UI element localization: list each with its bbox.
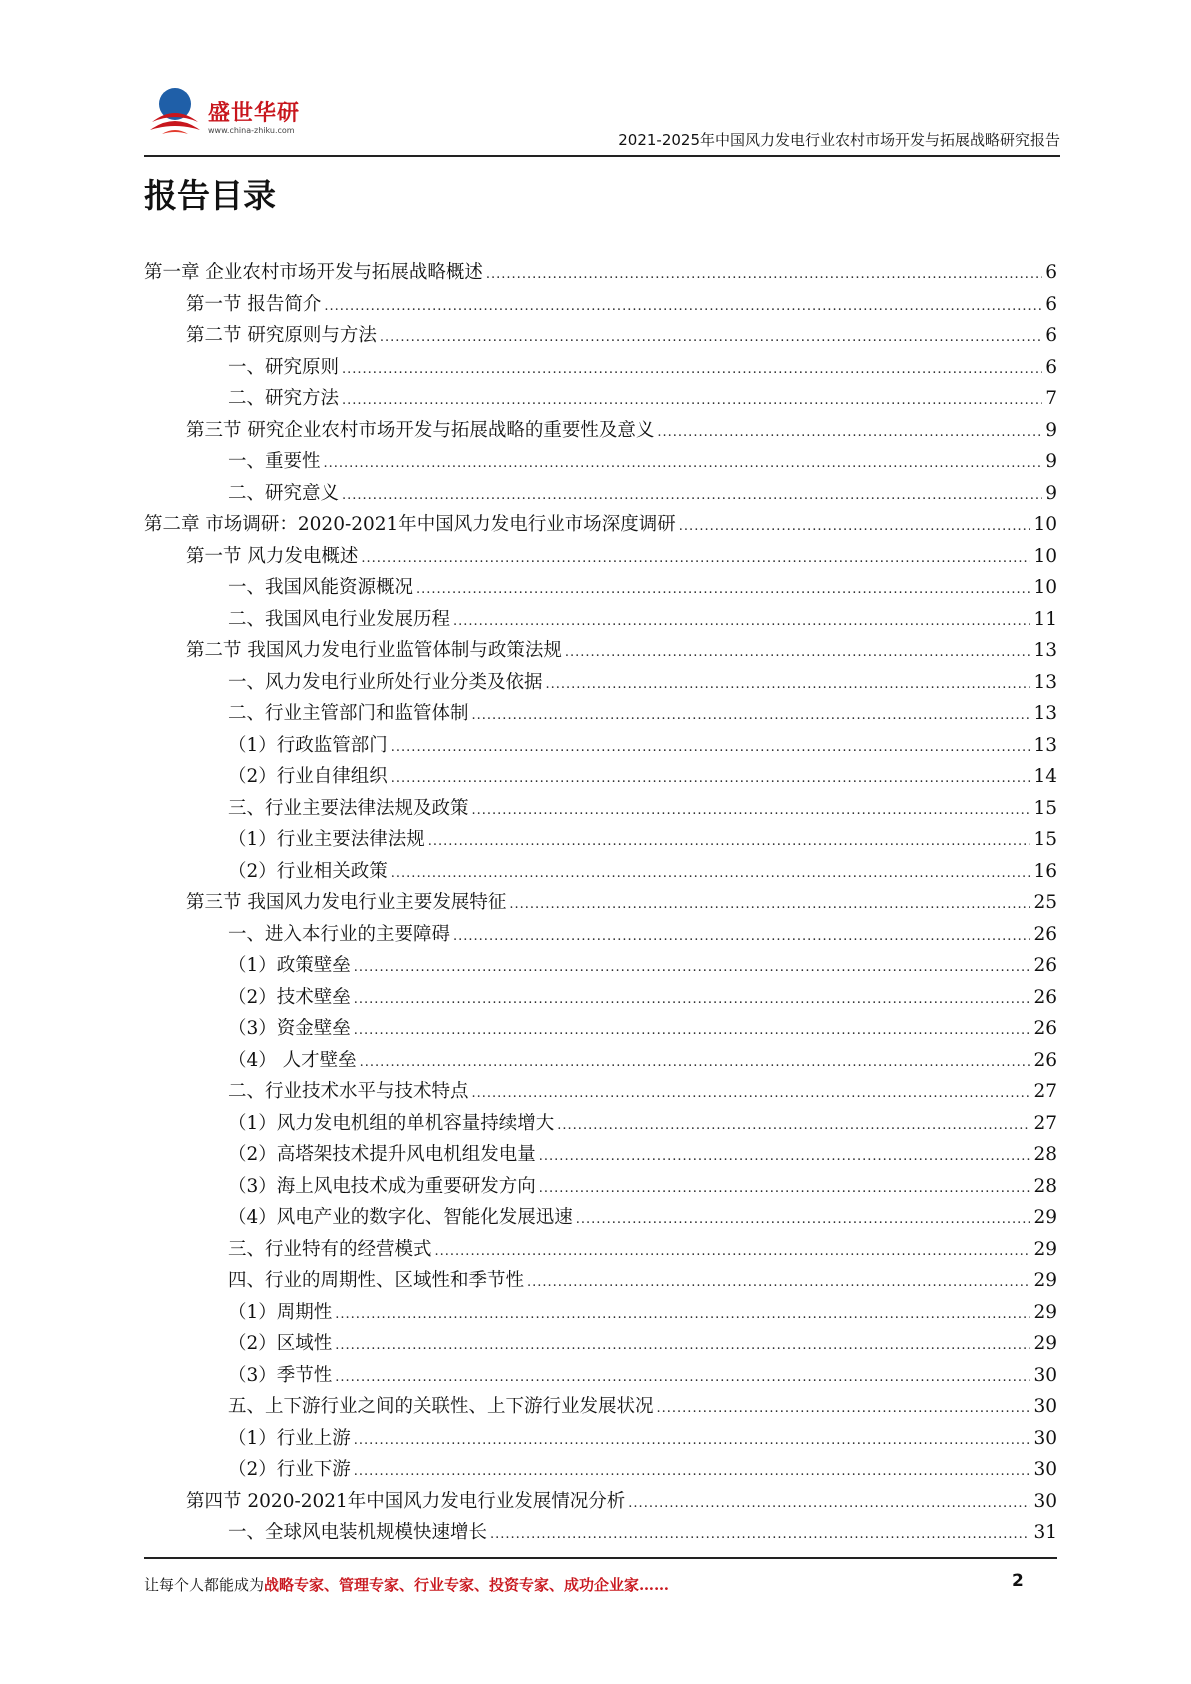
toc-entry-page: 10 [1033, 545, 1057, 567]
toc-entry-label: 第三节 我国风力发电行业主要发展特征 [186, 892, 507, 913]
toc-entry-label: 第一章 企业农村市场开发与拓展战略概述 [144, 262, 483, 283]
toc-entry[interactable] [144, 258, 1057, 290]
toc-leader-dots [679, 514, 1031, 535]
toc-entry-label: 二、研究意义 [228, 482, 340, 504]
toc-leader-dots [509, 892, 1030, 913]
table-of-contents [144, 258, 1057, 1550]
toc-entry-label: （1）周期性 [228, 1301, 333, 1323]
toc-entry-page: 26 [1033, 1018, 1057, 1039]
toc-entry-page: 11 [1033, 608, 1057, 630]
toc-entry-label: 第一节 报告简介 [186, 293, 322, 315]
toc-entry-label: （4） 人才壁垒 [228, 1049, 357, 1071]
toc-entry[interactable] [144, 1172, 1057, 1204]
toc-entry[interactable] [144, 983, 1057, 1015]
toc-entry[interactable] [144, 951, 1057, 983]
toc-entry-page: 29 [1033, 1301, 1057, 1323]
toc-leader-dots [342, 388, 1042, 409]
toc-leader-dots [546, 672, 1031, 693]
brand-logo [144, 80, 314, 150]
toc-entry[interactable] [144, 1140, 1057, 1172]
toc-entry-page: 30 [1033, 1427, 1057, 1449]
toc-entry[interactable] [144, 353, 1057, 385]
toc-entry-page: 28 [1033, 1144, 1057, 1165]
page-header [144, 80, 1060, 158]
toc-leader-dots [324, 451, 1043, 472]
toc-entry-label: （1）政策壁垒 [228, 955, 351, 976]
toc-leader-dots [354, 955, 1031, 976]
toc-entry-label: 三、行业特有的经营模式 [228, 1238, 432, 1260]
toc-leader-dots [324, 294, 1042, 315]
toc-entry-page: 13 [1033, 671, 1057, 693]
toc-entry-label: 第二节 我国风力发电行业监管体制与政策法规 [186, 640, 562, 661]
toc-entry-label: 三、行业主要法律法规及政策 [228, 797, 469, 819]
toc-entry-page: 29 [1033, 1333, 1057, 1354]
toc-entry-label: （3）资金壁垒 [228, 1018, 351, 1039]
toc-leader-dots [657, 1396, 1031, 1417]
toc-entry-label: （1）行政监管部门 [228, 734, 388, 756]
toc-entry-label: （2）区域性 [228, 1333, 333, 1354]
toc-entry-label: （3）季节性 [228, 1364, 333, 1386]
page-heading: 报告目录 [144, 176, 276, 215]
toc-entry-page: 29 [1033, 1238, 1057, 1260]
toc-entry[interactable] [144, 384, 1057, 416]
toc-leader-dots [628, 1491, 1030, 1512]
toc-entry-label: 五、上下游行业之间的关联性、上下游行业发展状况 [228, 1396, 654, 1417]
toc-leader-dots [380, 325, 1042, 346]
toc-entry[interactable] [144, 920, 1057, 952]
toc-entry[interactable] [144, 447, 1057, 479]
toc-entry-page: 6 [1045, 325, 1057, 346]
toc-entry-label: 第二节 研究原则与方法 [186, 325, 377, 346]
toc-entry-page: 25 [1033, 892, 1057, 913]
toc-entry-label: （2）技术壁垒 [228, 986, 351, 1008]
header-divider [144, 155, 1060, 157]
toc-entry-label: 一、风力发电行业所处行业分类及依据 [228, 671, 543, 693]
toc-entry[interactable] [144, 1455, 1057, 1487]
toc-entry-page: 28 [1033, 1175, 1057, 1197]
toc-leader-dots [416, 577, 1030, 598]
toc-leader-dots [539, 1144, 1031, 1165]
toc-entry-label: （2）行业相关政策 [228, 860, 388, 882]
toc-entry[interactable] [144, 888, 1057, 920]
toc-entry-page: 6 [1045, 293, 1057, 315]
toc-leader-dots [342, 357, 1042, 378]
toc-leader-dots [335, 1302, 1030, 1323]
toc-entry[interactable] [144, 1046, 1057, 1078]
toc-entry-page: 9 [1045, 451, 1057, 472]
toc-leader-dots [391, 735, 1031, 756]
toc-entry[interactable] [144, 321, 1057, 353]
toc-entry[interactable] [144, 1014, 1057, 1046]
toc-entry-label: 二、研究方法 [228, 388, 340, 409]
page-number: 2 [1012, 1571, 1024, 1591]
toc-entry-page: 13 [1033, 734, 1057, 756]
toc-entry[interactable] [144, 1109, 1057, 1141]
toc-entry-label: 一、重要性 [228, 451, 321, 472]
toc-leader-dots [486, 262, 1042, 283]
toc-entry-label: （4）风电产业的数字化、智能化发展迅速 [228, 1207, 573, 1228]
toc-leader-dots [335, 1333, 1030, 1354]
toc-entry[interactable] [144, 605, 1057, 637]
toc-entry-label: （2）行业自律组织 [228, 766, 388, 787]
toc-entry-page: 15 [1033, 797, 1057, 819]
toc-entry-label: （2）高塔架技术提升风电机组发电量 [228, 1144, 536, 1165]
toc-entry-page: 10 [1033, 577, 1057, 598]
toc-entry-label: （1）行业主要法律法规 [228, 829, 425, 850]
footer-slogan [144, 1574, 669, 1595]
toc-leader-dots [335, 1365, 1030, 1386]
toc-entry-page: 27 [1033, 1081, 1057, 1102]
toc-entry-label: 第二章 市场调研：2020-2021年中国风力发电行业市场深度调研 [144, 514, 676, 535]
toc-entry-page: 9 [1045, 419, 1057, 441]
toc-leader-dots [453, 609, 1030, 630]
toc-entry-label: （2）行业下游 [228, 1459, 351, 1480]
toc-entry[interactable] [144, 762, 1057, 794]
toc-entry-page: 16 [1033, 860, 1057, 882]
toc-entry[interactable] [144, 1266, 1057, 1298]
toc-leader-dots [565, 640, 1031, 661]
toc-entry[interactable] [144, 1424, 1057, 1456]
toc-entry-page: 9 [1045, 482, 1057, 504]
toc-entry[interactable] [144, 1077, 1057, 1109]
toc-leader-dots [527, 1270, 1030, 1291]
toc-entry-label: 二、我国风电行业发展历程 [228, 608, 451, 630]
logo-name: 盛世华研 [208, 101, 301, 126]
toc-leader-dots [391, 766, 1031, 787]
toc-entry[interactable] [144, 479, 1057, 511]
toc-leader-dots [472, 1081, 1031, 1102]
report-title: 2021-2025年中国风力发电行业农村市场开发与拓展战略研究报告 [618, 131, 1060, 149]
toc-leader-dots [428, 829, 1031, 850]
toc-leader-dots [472, 798, 1031, 819]
toc-entry[interactable] [144, 794, 1057, 826]
toc-entry-label: 四、行业的周期性、区域性和季节性 [228, 1270, 525, 1291]
toc-entry[interactable] [144, 290, 1057, 322]
toc-entry-page: 26 [1033, 1049, 1057, 1071]
logo-url: www.china-zhiku.com [208, 126, 295, 135]
toc-entry[interactable] [144, 636, 1057, 668]
toc-entry-page: 6 [1045, 356, 1057, 378]
toc-entry[interactable] [144, 542, 1057, 574]
toc-leader-dots [361, 546, 1030, 567]
toc-leader-dots [342, 483, 1042, 504]
toc-leader-dots [657, 420, 1042, 441]
toc-entry-page: 27 [1033, 1112, 1057, 1134]
toc-entry-label: 第四节 2020-2021年中国风力发电行业发展情况分析 [186, 1490, 626, 1512]
toc-entry-label: （1）行业上游 [228, 1427, 351, 1449]
toc-entry-label: （1）风力发电机组的单机容量持续增大 [228, 1112, 555, 1134]
toc-entry-label: 第一节 风力发电概述 [186, 545, 359, 567]
toc-leader-dots [557, 1113, 1030, 1134]
toc-entry-page: 13 [1033, 703, 1057, 724]
toc-entry-label: 二、行业技术水平与技术特点 [228, 1081, 469, 1102]
toc-entry-page: 13 [1033, 640, 1057, 661]
toc-entry[interactable] [144, 1329, 1057, 1361]
toc-entry[interactable] [144, 1235, 1057, 1267]
toc-entry-page: 29 [1033, 1270, 1057, 1291]
toc-leader-dots [354, 1018, 1031, 1039]
toc-entry[interactable] [144, 668, 1057, 700]
toc-leader-dots [539, 1176, 1031, 1197]
toc-entry-page: 30 [1033, 1396, 1057, 1417]
toc-entry-page: 30 [1033, 1459, 1057, 1480]
toc-leader-dots [453, 924, 1030, 945]
toc-entry-page: 26 [1033, 955, 1057, 976]
toc-leader-dots [472, 703, 1031, 724]
toc-entry-label: 一、全球风电装机规模快速增长 [228, 1522, 488, 1543]
toc-entry-page: 29 [1033, 1207, 1057, 1228]
toc-leader-dots [391, 861, 1031, 882]
toc-entry[interactable] [144, 699, 1057, 731]
logo-emblem-icon [144, 82, 206, 144]
toc-entry-page: 26 [1033, 923, 1057, 945]
toc-entry-page: 14 [1033, 766, 1057, 787]
toc-entry[interactable] [144, 573, 1057, 605]
toc-entry[interactable] [144, 857, 1057, 889]
toc-leader-dots [435, 1239, 1031, 1260]
toc-entry[interactable] [144, 1487, 1057, 1519]
toc-entry-page: 6 [1045, 262, 1057, 283]
toc-entry-label: 一、研究原则 [228, 356, 340, 378]
toc-entry-page: 30 [1033, 1364, 1057, 1386]
toc-entry-label: 一、我国风能资源概况 [228, 577, 414, 598]
footer-slogan-prefix: 让每个人都能成为 [144, 1576, 265, 1594]
toc-entry[interactable] [144, 825, 1057, 857]
toc-entry[interactable] [144, 731, 1057, 763]
toc-entry[interactable] [144, 416, 1057, 448]
toc-leader-dots [576, 1207, 1031, 1228]
toc-entry[interactable] [144, 510, 1057, 542]
toc-leader-dots [360, 1050, 1031, 1071]
toc-entry-page: 7 [1045, 388, 1057, 409]
toc-entry[interactable] [144, 1203, 1057, 1235]
toc-entry-page: 15 [1033, 829, 1057, 850]
footer-divider [144, 1557, 1057, 1559]
toc-leader-dots [354, 987, 1031, 1008]
toc-entry-label: 第三节 研究企业农村市场开发与拓展战略的重要性及意义 [186, 419, 655, 441]
toc-entry-page: 31 [1033, 1522, 1057, 1543]
toc-entry[interactable] [144, 1518, 1057, 1550]
toc-entry-page: 30 [1033, 1490, 1057, 1512]
toc-entry-page: 26 [1033, 986, 1057, 1008]
toc-leader-dots [490, 1522, 1030, 1543]
toc-entry-label: （3）海上风电技术成为重要研发方向 [228, 1175, 536, 1197]
toc-entry-label: 一、进入本行业的主要障碍 [228, 923, 451, 945]
toc-entry-page: 10 [1033, 514, 1057, 535]
toc-entry[interactable] [144, 1361, 1057, 1393]
toc-entry[interactable] [144, 1298, 1057, 1330]
toc-entry-label: 二、行业主管部门和监管体制 [228, 703, 469, 724]
footer-slogan-highlight: 战略专家、管理专家、行业专家、投资专家、成功企业家…… [264, 1576, 670, 1594]
toc-leader-dots [354, 1428, 1031, 1449]
toc-entry[interactable] [144, 1392, 1057, 1424]
toc-leader-dots [354, 1459, 1031, 1480]
